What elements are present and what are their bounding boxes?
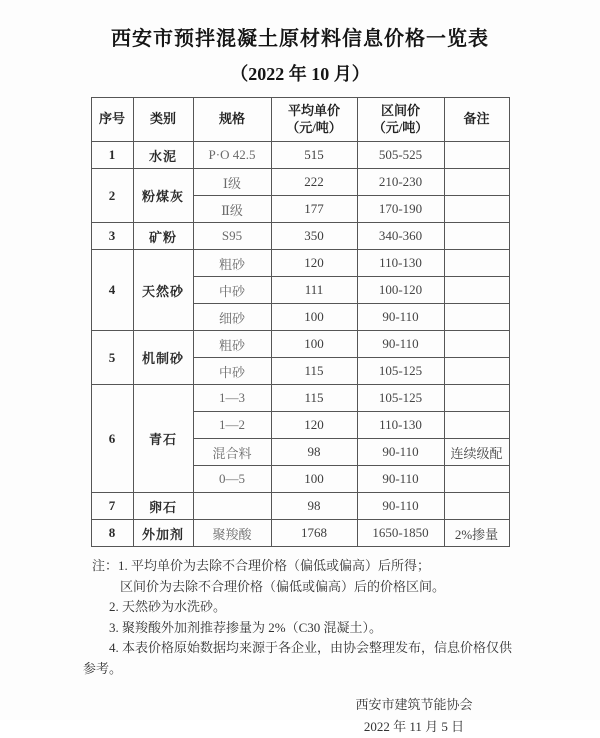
cell-range-price: 90-110 bbox=[357, 304, 444, 331]
cell-remark bbox=[444, 493, 509, 520]
cell-spec: 1—2 bbox=[193, 412, 271, 439]
cell-avg-price: 515 bbox=[271, 142, 357, 169]
cell-range-price: 105-125 bbox=[357, 385, 444, 412]
cell-avg-price: 111 bbox=[271, 277, 357, 304]
cell-category: 机制砂 bbox=[133, 331, 193, 385]
cell-category: 水泥 bbox=[133, 142, 193, 169]
cell-category: 青石 bbox=[133, 385, 193, 493]
cell-spec: 中砂 bbox=[193, 277, 271, 304]
cell-range-price: 90-110 bbox=[357, 466, 444, 493]
cell-remark bbox=[444, 304, 509, 331]
header-range-price bbox=[357, 98, 444, 142]
cell-range-price: 1650-1850 bbox=[357, 520, 444, 547]
cell-remark bbox=[444, 412, 509, 439]
cell-remark bbox=[444, 169, 509, 196]
cell-remark: 2%掺量 bbox=[444, 520, 509, 547]
cell-range-price: 340-360 bbox=[357, 223, 444, 250]
cell-remark bbox=[444, 385, 509, 412]
cell-spec: 聚羧酸 bbox=[193, 520, 271, 547]
cell-spec: 粗砂 bbox=[193, 250, 271, 277]
cell-spec: Ⅰ级 bbox=[193, 169, 271, 196]
cell-remark bbox=[444, 196, 509, 223]
cell-spec: 1—3 bbox=[193, 385, 271, 412]
cell-avg-price: 100 bbox=[271, 304, 357, 331]
page-subtitle: （2022 年 10 月） bbox=[230, 64, 370, 84]
cell-category: 天然砂 bbox=[133, 250, 193, 331]
cell-index: 7 bbox=[91, 493, 133, 520]
cell-spec: 0—5 bbox=[193, 466, 271, 493]
note-line-6: 参考。 bbox=[83, 660, 123, 676]
cell-remark bbox=[444, 331, 509, 358]
cell-remark bbox=[444, 358, 509, 385]
cell-range-price: 90-110 bbox=[357, 439, 444, 466]
cell-range-price: 90-110 bbox=[357, 493, 444, 520]
cell-remark: 连续级配 bbox=[444, 439, 509, 466]
header-spec: 规格 bbox=[193, 98, 271, 142]
cell-avg-price: 350 bbox=[271, 223, 357, 250]
cell-range-price: 100-120 bbox=[357, 277, 444, 304]
cell-index: 2 bbox=[91, 169, 133, 223]
table-row bbox=[91, 169, 509, 196]
cell-avg-price: 1768 bbox=[271, 520, 357, 547]
cell-avg-price: 98 bbox=[271, 439, 357, 466]
cell-remark bbox=[444, 277, 509, 304]
cell-category: 外加剂 bbox=[133, 520, 193, 547]
table-row bbox=[91, 385, 509, 412]
cell-avg-price: 120 bbox=[271, 250, 357, 277]
cell-avg-price: 115 bbox=[271, 358, 357, 385]
cell-spec: Ⅱ级 bbox=[193, 196, 271, 223]
price-table-body bbox=[91, 142, 509, 547]
cell-avg-price: 100 bbox=[271, 466, 357, 493]
cell-avg-price: 222 bbox=[271, 169, 357, 196]
table-row bbox=[91, 493, 509, 520]
cell-category: 粉煤灰 bbox=[133, 169, 193, 223]
cell-index: 8 bbox=[91, 520, 133, 547]
note-line-1: 注：1. 平均单价为去除不合理价格（偏低或偏高）后所得； bbox=[92, 558, 431, 573]
note-line-3: 2. 天然砂为水洗砂。 bbox=[109, 599, 227, 614]
page-title: 西安市预拌混凝土原材料信息价格一览表 bbox=[111, 28, 489, 50]
table-row bbox=[91, 520, 509, 547]
cell-index: 6 bbox=[91, 385, 133, 493]
header-avg-price-line1: 平均单价 bbox=[287, 102, 340, 118]
cell-avg-price: 115 bbox=[271, 385, 357, 412]
cell-spec: 细砂 bbox=[193, 304, 271, 331]
notes-block bbox=[83, 556, 521, 679]
cell-avg-price: 120 bbox=[271, 412, 357, 439]
cell-spec: 粗砂 bbox=[193, 331, 271, 358]
cell-index: 1 bbox=[91, 142, 133, 169]
cell-range-price: 90-110 bbox=[357, 331, 444, 358]
cell-spec: 混合料 bbox=[193, 439, 271, 466]
table-row bbox=[91, 142, 509, 169]
cell-avg-price: 100 bbox=[271, 331, 357, 358]
table-header-row bbox=[91, 98, 509, 142]
cell-range-price: 105-125 bbox=[357, 358, 444, 385]
header-index: 序号 bbox=[91, 98, 133, 142]
cell-range-price: 110-130 bbox=[357, 412, 444, 439]
cell-index: 3 bbox=[91, 223, 133, 250]
cell-remark bbox=[444, 466, 509, 493]
price-table bbox=[91, 97, 510, 547]
cell-index: 5 bbox=[91, 331, 133, 385]
table-row bbox=[91, 223, 509, 250]
cell-index: 4 bbox=[91, 250, 133, 331]
cell-range-price: 170-190 bbox=[357, 196, 444, 223]
cell-range-price: 210-230 bbox=[357, 169, 444, 196]
header-remark: 备注 bbox=[444, 98, 509, 142]
cell-range-price: 110-130 bbox=[357, 250, 444, 277]
cell-category: 卵石 bbox=[133, 493, 193, 520]
cell-avg-price: 177 bbox=[271, 196, 357, 223]
issuing-org: 西安市建筑节能协会 bbox=[355, 697, 473, 712]
header-category: 类别 bbox=[133, 98, 193, 142]
cell-category: 矿粉 bbox=[133, 223, 193, 250]
cell-spec: 中砂 bbox=[193, 358, 271, 385]
cell-spec bbox=[193, 493, 271, 520]
note-line-2: 区间价为去除不合理价格（偏低或偏高）后的价格区间。 bbox=[120, 578, 446, 594]
signature-block bbox=[340, 694, 488, 738]
header-range-price-line1: 区间价 bbox=[380, 102, 420, 118]
cell-range-price: 505-525 bbox=[357, 142, 444, 169]
note-line-4: 3. 聚羧酸外加剂推荐掺量为 2%（C30 混凝土）。 bbox=[109, 619, 383, 635]
header-range-price-line2: （元/吨） bbox=[372, 119, 429, 135]
cell-spec: P·O 42.5 bbox=[193, 142, 271, 169]
note-line-5: 4. 本表价格原始数据均来源于各企业，由协会整理发布，信息价格仅供 bbox=[109, 640, 513, 655]
header-avg-price bbox=[271, 98, 357, 142]
cell-avg-price: 98 bbox=[271, 493, 357, 520]
cell-remark bbox=[444, 223, 509, 250]
table-row bbox=[91, 250, 509, 277]
table-row bbox=[91, 331, 509, 358]
cell-remark bbox=[444, 142, 509, 169]
header-avg-price-line2: （元/吨） bbox=[286, 119, 342, 135]
issue-date: 2022 年 11 月 5 日 bbox=[363, 719, 465, 734]
cell-spec: S95 bbox=[193, 223, 271, 250]
cell-remark bbox=[444, 250, 509, 277]
